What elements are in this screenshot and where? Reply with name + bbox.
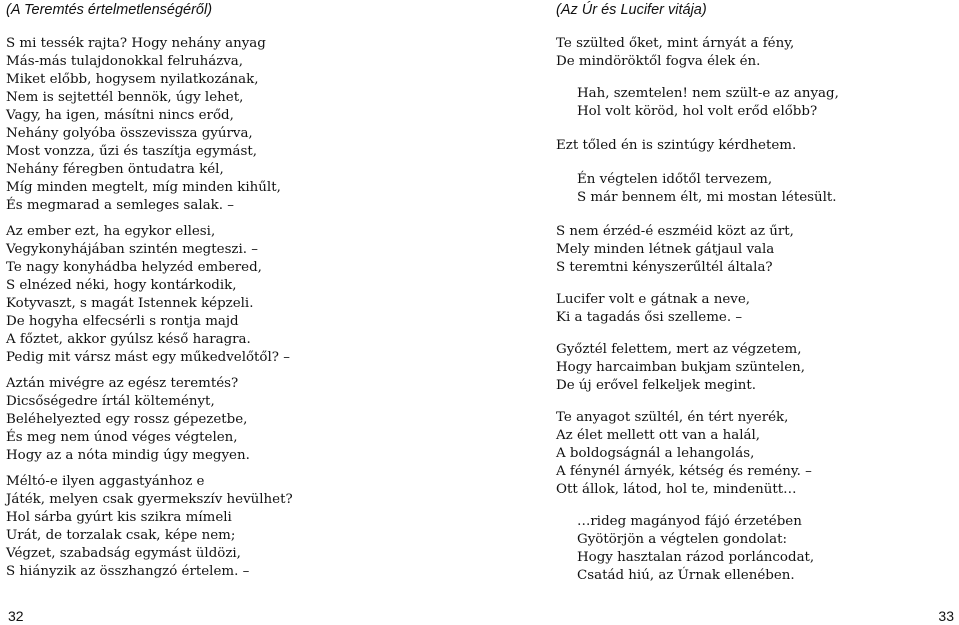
poem-line: Aztán mivégre az egész teremtés? [6,376,239,391]
poem-line: Én végtelen időtől tervezem, [577,172,773,187]
poem-line: Hah, szemtelen! nem szült-e az anyag, [577,86,839,101]
left-section-heading: (A Teremtés értelmetlenségéről) [6,2,213,18]
poem-line: Játék, melyen csak gyermekszív hevülhet? [6,492,293,507]
poem-line: Te szülted őket, mint árnyát a fény, [556,36,795,51]
poem-line: Pedig mit vársz mást egy műkedvelőtől? – [6,350,290,365]
right-section-heading: (Az Úr és Lucifer vitája) [556,2,707,18]
poem-line: Nem is sejtettél bennök, úgy lehet, [6,90,244,105]
poem-line: S már bennem élt, mi mostan létesült. [577,190,837,205]
poem-line: Hol volt köröd, hol volt erőd előbb? [577,104,818,119]
poem-line: De új erővel felkeljek megint. [556,378,757,393]
poem-line: Te anyagot szültél, én tért nyerék, [556,410,789,425]
poem-line: Kotyvaszt, s magát Istennek képzeli. [6,296,254,311]
poem-line: Nehány féregben öntudatra kél, [6,162,224,177]
page-number-right: 33 [938,608,954,624]
poem-line: Dicsőségedre írtál költeményt, [6,394,215,409]
poem-line: Az élet mellett ott van a halál, [556,428,761,443]
poem-line: Hogy az a nóta mindig úgy megyen. [6,448,250,463]
poem-line: Lucifer volt e gátnak a neve, [556,292,751,307]
poem-line: Mely minden létnek gátjaul vala [556,242,775,257]
poem-line: Beléhelyezted egy rossz gépezetbe, [6,412,248,427]
poem-line: A boldogságnál a lehangolás, [556,446,755,461]
poem-line: S elnézed néki, hogy kontárkodik, [6,278,237,293]
poem-line: Méltó-e ilyen aggastyánhoz e [6,474,205,489]
poem-line: Végzet, szabadság egymást üldözi, [6,546,241,561]
poem-line: És meg nem únod véges végtelen, [6,430,238,445]
poem-line: S nem érzéd-é eszméid közt az űrt, [556,224,794,239]
poem-line: Nehány golyóba összevissza gyúrva, [6,126,253,141]
poem-line: Hol sárba gyúrt kis szikra mímeli [6,510,232,525]
poem-line: Most vonzza, űzi és taszítja egymást, [6,144,258,159]
poem-line: A fénynél árnyék, kétség és remény. – [556,464,812,479]
poem-line: Miket előbb, hogysem nyilatkozának, [6,72,259,87]
poem-line: Hogy hasztalan rázod porláncodat, [577,550,815,565]
poem-line: S hiányzik az összhangzó értelem. – [6,564,250,579]
poem-line: Gyötörjön a végtelen gondolat: [577,532,788,547]
poem-line: Urát, de torzalak csak, képe nem; [6,528,236,543]
poem-line: S mi tessék rajta? Hogy nehány anyag [6,36,266,51]
poem-line: De mindöröktől fogva élek én. [556,54,761,69]
poem-line: De hogyha elfecsérli s rontja majd [6,314,239,329]
page-number-left: 32 [8,608,24,624]
poem-line: Ott állok, látod, hol te, mindenütt… [556,482,797,497]
poem-line: Míg minden megtelt, míg minden kihűlt, [6,180,281,195]
poem-line: Csatád hiú, az Úrnak ellenében. [577,568,795,583]
poem-line: Az ember ezt, ha egykor ellesi, [6,224,216,239]
poem-line: Hogy harcaimban bukjam szüntelen, [556,360,806,375]
poem-line: Vegykonyhájában szintén megteszi. – [6,242,258,257]
poem-line: A főztet, akkor gyúlsz késő haragra. [6,332,251,347]
poem-line: Ezt tőled én is szintúgy kérdhetem. [556,138,797,153]
poem-line: S teremtni kényszerűltél általa? [556,260,773,275]
poem-line: Ki a tagadás ősi szelleme. – [556,310,743,325]
poem-line: Te nagy konyhádba helyzéd embered, [6,260,262,275]
poem-line: És megmarad a semleges salak. – [6,198,235,213]
poem-line: …rideg magányod fájó érzetében [577,514,802,529]
poem-line: Más-más tulajdonokkal felruházva, [6,54,244,69]
poem-line: Vagy, ha igen, másítni nincs erőd, [6,108,234,123]
poem-line: Győztél felettem, mert az végzetem, [556,342,802,357]
